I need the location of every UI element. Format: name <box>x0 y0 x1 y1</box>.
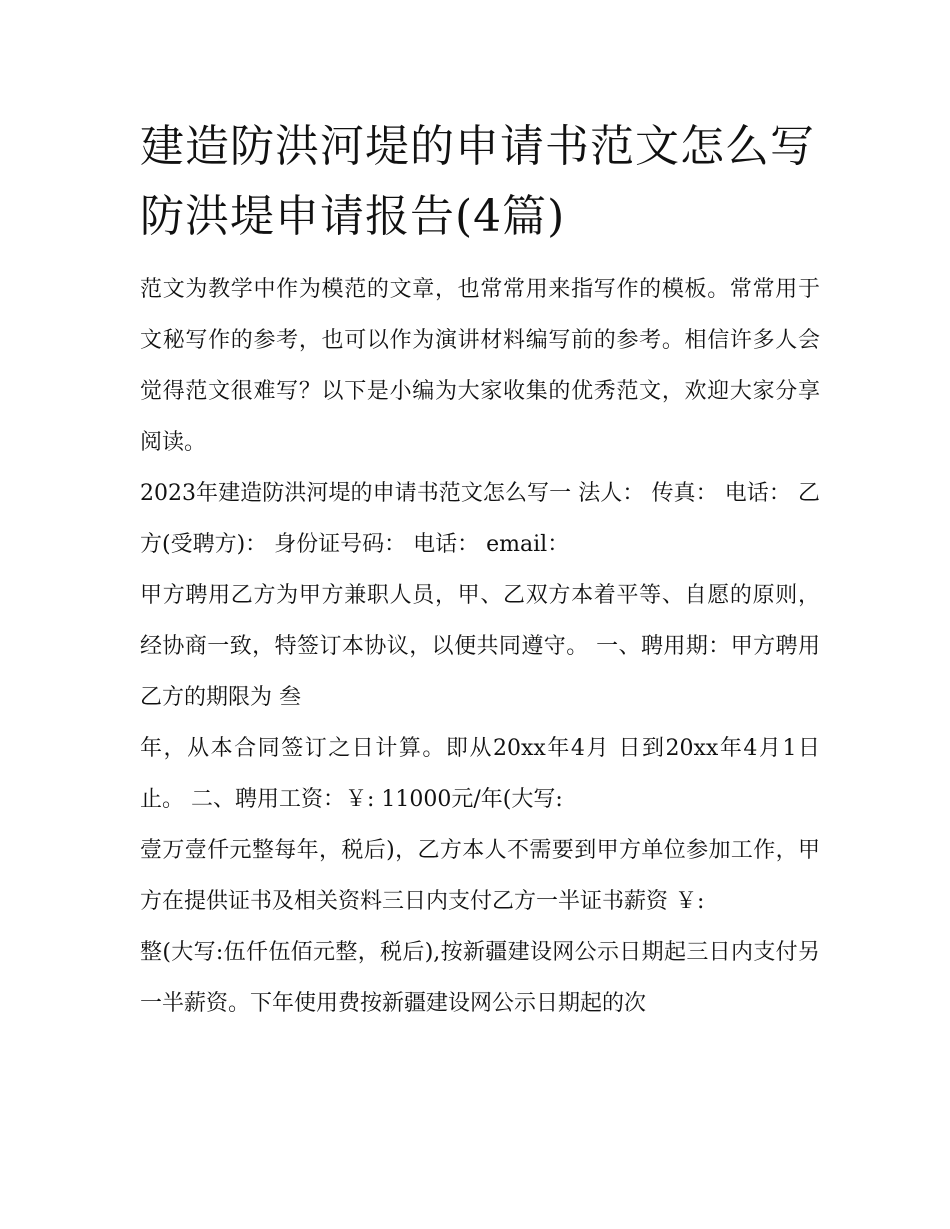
paragraph-contract-header: 2023年建造防洪河堤的申请书范文怎么写一 法人： 传真： 电话： 乙方(受聘方)： 身份证号码： 电话： email： <box>140 481 820 557</box>
paragraph-salary: 年，从本合同签订之日计算。即从20xx年4月 日到20xx年4月1日止。 二、聘用工资：￥: 11000元/年(大写: <box>140 736 820 812</box>
document-page <box>140 112 820 1029</box>
paragraph-intro: 范文为教学中作为模范的文章，也常常用来指写作的模板。常常用于文秘写作的参考，也可以作为演讲材料编写前的参考。相信许多人会觉得范文很难写？以下是小编为大家收集的优秀范文，欢迎大家分享阅读。 <box>140 277 820 455</box>
paragraph-employment-term: 甲方聘用乙方为甲方兼职人员，甲、乙双方本着平等、自愿的原则，经协商一致，特签订本协议，以便共同遵守。 一、聘用期：甲方聘用乙方的期限为 叁 <box>140 583 820 710</box>
document-body <box>140 264 820 1029</box>
paragraph-payment: 整(大写:伍仟伍佰元整，税后),按新疆建设网公示日期起三日内支付另一半薪资。下年使用费按新疆建设网公示日期起的次 <box>140 940 820 1016</box>
paragraph-salary-details: 壹万壹仟元整每年，税后)，乙方本人不需要到甲方单位参加工作，甲方在提供证书及相关资料三日内支付乙方一半证书薪资 ￥: <box>140 838 820 914</box>
document-title: 建造防洪河堤的申请书范文怎么写 防洪堤申请报告(4篇) <box>140 121 815 242</box>
